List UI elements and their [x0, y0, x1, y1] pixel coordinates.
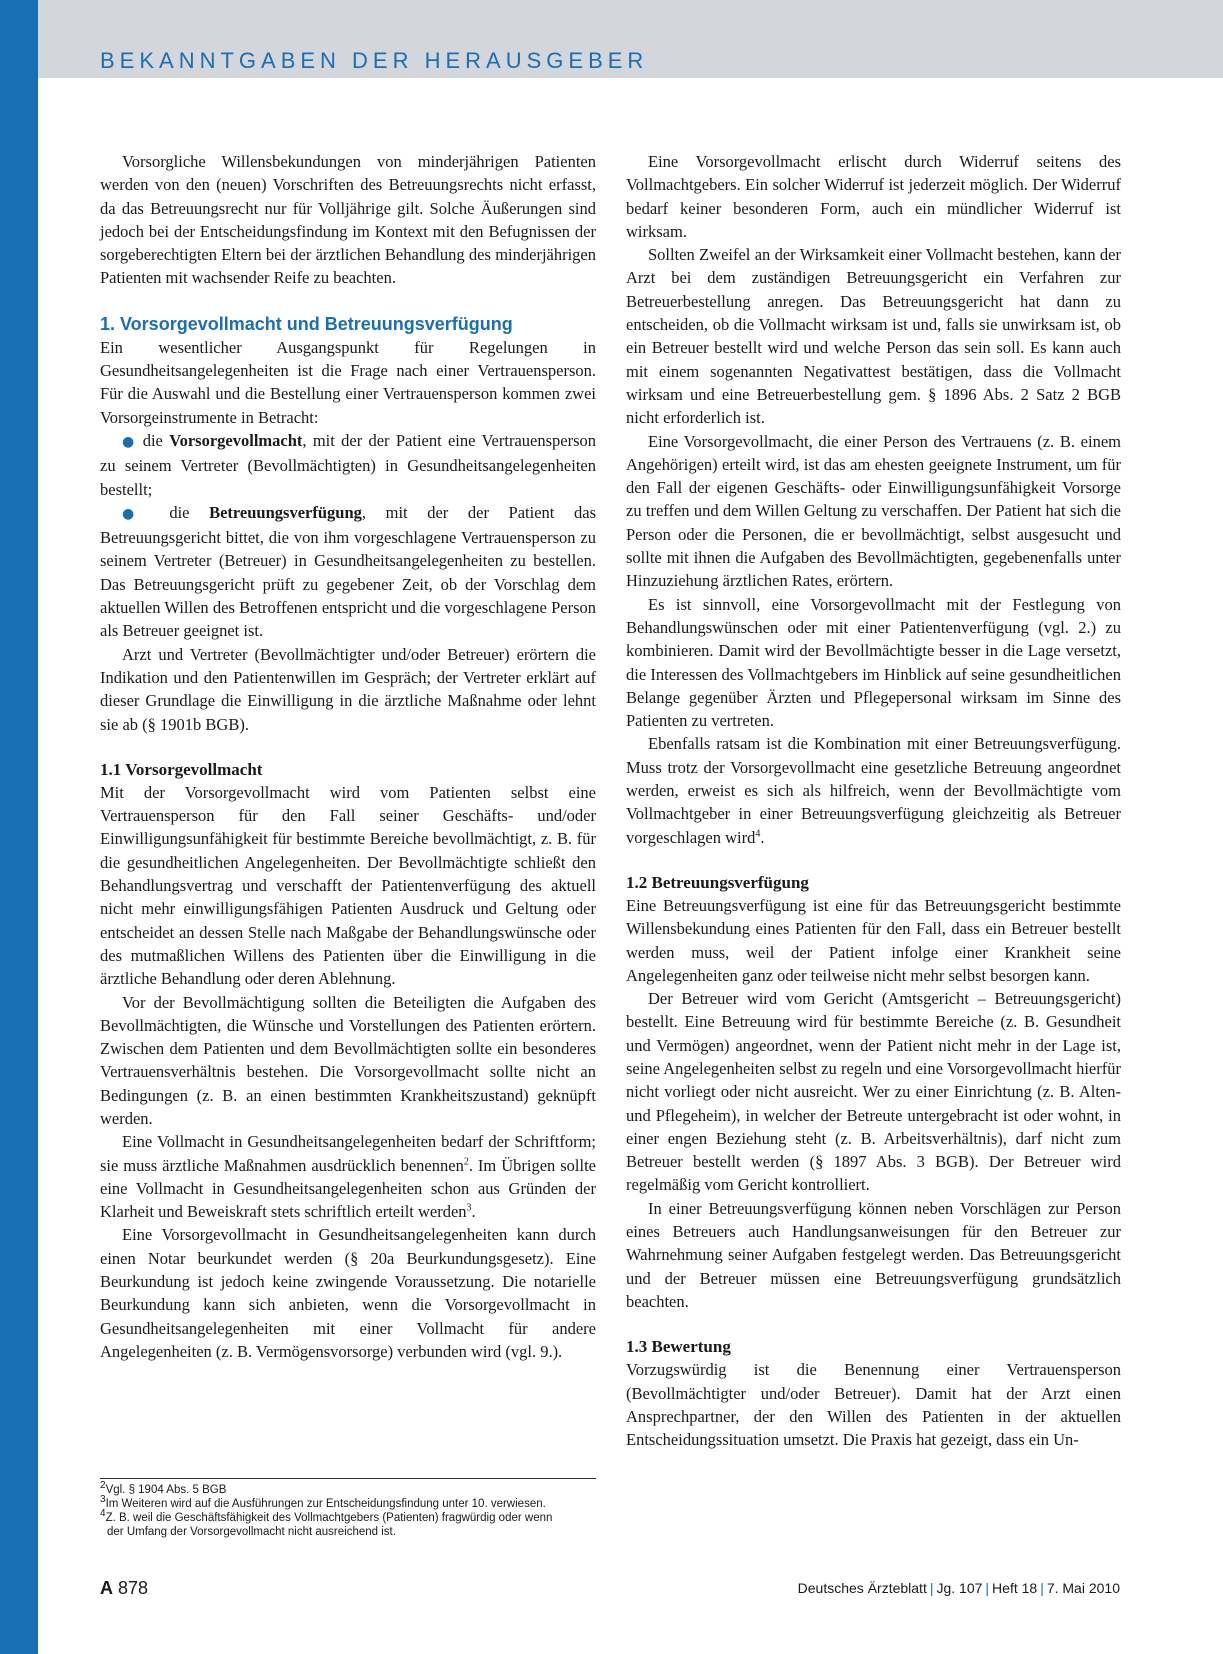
footnote-number: 2 [100, 1480, 106, 1492]
paragraph: Arzt und Vertreter (Bevollmächtigter und/oder Betreuer) erörtern die Indikation und den Patientenwillen im Gespräch; der Vertreter erklärt auf dieser Grundlage die Einwilligung in die ärztliche Maßnahme oder lehnt sie ab (§ 1901b BGB). [100, 644, 596, 734]
sidebar-accent-bar [0, 0, 38, 1654]
paragraph: Vorsorgliche Willensbekundungen von minderjährigen Patienten werden von den (neuen) Vorschriften des Betreuungsrechts nicht erfasst, da das Betreuungsrecht nur für Volljährige gilt. Solche Äußerungen sind jedoch bei der Entscheidungsfindung im Kontext mit den Befugnissen der sorgeberechtigten Eltern bei der ärztlichen Behandlung des minderjährigen Patienten mit wachsender Reife zu beachten. [100, 152, 596, 288]
footnote [100, 1494, 596, 1511]
bullet-icon: ● [122, 505, 150, 522]
paragraph: Eine Vorsorgevollmacht, die einer Person des Vertrauens (z. B. einem Angehörigen) erteilt wird, ist das am ehesten geeignete Instrument, um für den Fall der eigenen Geschäfts- oder Einwilligungsunfähigkeit Vorsorge zu treffen und dem Willen Geltung zu verschaffen. Der Patient hat sich die Person oder die Personen, die er bevollmächtigt, selbst ausgesucht und sollte mit ihnen die Aufgaben des Bevollmächtigten, gegebenenfalls unter Hinzuziehung ärztlichen Rates, erörtern. [626, 431, 1121, 591]
paragraph-text: Eine Vollmacht in Gesundheitsangelegenheiten bedarf der Schriftform; sie muss ärztliche Maßnahmen ausdrücklich benennen [100, 1132, 596, 1175]
paragraph: Der Betreuer wird vom Gericht (Amtsgericht – Betreuungsgericht) bestellt. Eine Betreuung wird für bestimmte Bereiche (z. B. Gesundheit und Vermögen) angeordnet, wenn der Patient nicht mehr in der Lage ist, seine Angelegenheiten selbst zu regeln und eine Vorsorgevollmacht hierfür nicht vorliegt oder nicht ausreicht. Wer zu einer Einrichtung (z. B. Alten- und Pflegeheim), in welcher der Betreute untergebracht ist oder wohnt, in einer engen Beziehung steht (z. B. Arbeitsverhältnis), darf nicht zum Betreuer bestellt werden (§ 1897 Abs. 3 BGB). Der Betreuer wird regelmäßig vom Gericht kontrolliert. [626, 989, 1121, 1195]
paragraph: Vor der Bevollmächtigung sollten die Beteiligten die Aufgaben des Bevollmächtigten, die Wünsche und Vorstellungen des Patienten erörtern. Zwischen dem Patienten und dem Bevollmächtigten sollte ein besonderes Vertrauensverhältnis bestehen. Die Vorsorgevollmacht sollte nicht an Bedingungen (z. B. an einen bestimmten Krankheitszustand) geknüpft werden. [100, 992, 596, 1128]
footnote-text: Im Weiteren wird auf die Ausführungen zur Entscheidungsfindung unter 10. verwiesen. [105, 1498, 546, 1510]
paragraph: Vorzugswürdig ist die Benennung einer Vertrauensperson (Bevollmächtigter und/oder Betreuer). Damit hat der Arzt einen Ansprechpartner, der den Willen des Patienten in der aktuellen Entscheidungssituation umsetzt. Die Praxis hat gezeigt, dass ein Un- [626, 1360, 1121, 1450]
bullet-icon: ● [122, 433, 137, 450]
paragraph: Eine Vorsorgevollmacht in Gesundheitsangelegenheiten kann durch einen Notar beurkundet werden (§ 20a Beurkundungsgesetz). Eine Beurkundung ist jedoch keine zwingende Voraussetzung. Die notarielle Beurkundung kann sich anbieten, wenn die Vorsorgevollmacht in Gesundheitsangelegenheiten mit einer Vollmacht für andere Angelegenheiten (z. B. Vermögensvorsorge) verbunden wird (vgl. 9.). [100, 1225, 596, 1361]
bullet-text: die [169, 502, 210, 522]
paragraph [100, 1130, 596, 1223]
paragraph-text: . [471, 1202, 476, 1222]
footnote-continuation: der Umfang der Vorsorgevollmacht nicht ausreichend ist. [107, 1526, 396, 1538]
page-prefix: A [100, 1578, 113, 1598]
footnote [100, 1480, 596, 1497]
paragraph: Eine Vorsorgevollmacht erlischt durch Widerruf seitens des Vollmachtgebers. Ein solcher Widerruf ist jederzeit möglich. Der Widerruf bedarf keiner besonderen Form, auch ein mündlicher Widerruf ist wirksam. [626, 152, 1121, 241]
bullet-text: , mit der der Patient eine Vertrauensperson zu seinem Vertreter (Bevollmächtigten) in Gesundheitsangelegenheiten bestellt; [100, 430, 597, 499]
footnote-number: 4 [100, 1508, 106, 1520]
bullet-text: die [142, 430, 170, 450]
paragraph: Ein wesentlicher Ausgangspunkt für Regelungen in Gesundheitsangelegenheiten ist die Frage nach einer Vertrauensperson. Für die Auswahl und die Bestellung einer Vertrauensperson kommen zwei Vorsorgeinstrumente in Betracht: [100, 337, 596, 427]
journal-issue: Heft 18 [992, 1580, 1038, 1596]
footnote-ref: 3 [466, 1202, 472, 1214]
paragraph: Mit der Vorsorgevollmacht wird vom Patienten selbst eine Vertrauensperson für den Fall seiner Geschäfts- und/oder Einwilligungsunfähigkeit für bestimmte Bereiche bevollmächtigt, z. B. für die gesundheitlichen Angelegenheiten. Der Bevollmächtigte schließt den Behandlungsvertrag und verschafft der Patientenverfügung des aktuell nicht mehr einwilligungsfähigen Patienten Ausdruck und Geltung oder entscheidet an dessen Stelle nach Maßgabe der Behandlungswünsche oder des mutmaßlichen Willens des Patienten über die Einwilligung in die ärztliche Behandlung oder deren Ablehnung. [100, 782, 596, 989]
subsection-heading: 1.2 Betreuungsverfügung [626, 872, 809, 892]
subsection-heading: 1.1 Vorsorgevollmacht [100, 759, 263, 779]
paragraph-text: . [760, 827, 765, 847]
paragraph: In einer Betreuungsverfügung können neben Vorschlägen zur Person eines Betreuers auch Handlungsanweisungen für den Betreuer zur Wahrnehmung seiner Aufgaben festgelegt werden. Das Betreuungsgericht und der Betreuer müssen eine Betreuungsverfügung grundsätzlich beachten. [626, 1198, 1121, 1311]
footnote-ref: 4 [755, 828, 761, 840]
paragraph-text: Ebenfalls ratsam ist die Kombination mit einer Betreuungsverfügung. Muss trotz der Vorsorgevollmacht eine gesetzliche Betreuung angeordnet werden, erweist es sich als hilfreich, wenn der Bevollmächtigte vom Vollmachtgeber in einer Betreuungsverfügung gleichzeitig als Betreuer vorgeschlagen wird [626, 734, 1121, 847]
footnote-text: Vgl. § 1904 Abs. 5 BGB [105, 1484, 227, 1496]
bullet-term: Betreuungsverfügung [209, 502, 362, 522]
left-column [100, 150, 596, 1363]
paragraph: Es ist sinnvoll, eine Vorsorgevollmacht mit der Festlegung von Behandlungswünschen oder mit einer Patientenverfügung (vgl. 2.) zu kombinieren. Damit wird der Bevollmächtigte besser in die Lage versetzt, die Interessen des Vollmachtgebers im Hinblick auf seine gesundheitlichen Belange gegenüber Ärzten und Pflegepersonal wirksam im Sinne des Patienten zu vertreten. [626, 594, 1121, 731]
bullet-item [100, 501, 596, 643]
journal-volume: Jg. 107 [936, 1580, 983, 1596]
paragraph: Sollten Zweifel an der Wirksamkeit einer Vollmacht bestehen, kann der Arzt bei dem zuständigen Betreuungsgericht ein Verfahren zur Betreuerbestellung anregen. Das Betreuungsgericht hat dann zu entscheiden, ob die Vollmacht wirksam ist und, falls sie unwirksam ist, ob ein Betreuer bestellt wird und welche Person das sein soll. Es kann auch mit einem sogenannten Negativattest bestätigen, dass die Vollmacht wirksam und eine Betreuerbestellung gem. § 1896 Abs. 2 Satz 2 BGB nicht erforderlich ist. [626, 245, 1121, 428]
page-num: 878 [118, 1578, 149, 1598]
bullet-text: , mit der der Patient das Betreuungsgericht bittet, die von ihm vorgeschlagene Vertrauensperson zu seinem Vertreter (Betreuer) in Gesundheitsangelegenheiten zu bestellen. Das Betreuungsgericht prüft zu gegebener Zeit, ob der Vorschlag dem aktuellen Willen des Betroffenen entspricht und die vorgeschlagene Person als Betreuer geeignet ist. [100, 502, 596, 641]
footnote-ref: 2 [463, 1156, 469, 1168]
bullet-item [100, 429, 596, 501]
separator: | [985, 1580, 990, 1596]
journal-name: Deutsches Ärzteblatt [797, 1580, 927, 1596]
paragraph [626, 732, 1121, 848]
right-column [626, 150, 1121, 1451]
journal-date: 7. Mai 2010 [1046, 1580, 1120, 1596]
separator: | [929, 1580, 934, 1596]
subsection-heading: 1.3 Bewertung [626, 1337, 731, 1357]
bullet-term: Vorsorgevollmacht [169, 430, 303, 450]
footnote [100, 1508, 596, 1525]
page-number [100, 1578, 148, 1599]
footnote-number: 3 [100, 1494, 106, 1506]
paragraph-text: . Im Übrigen sollte eine Vollmacht in Gesundheitsangelegenheiten schon aus Gründen der Klarheit und Beweiskraft stets schriftlich erteilt werden [100, 1155, 596, 1222]
footnotes [100, 1478, 596, 1539]
section-heading: 1. Vorsorgevollmacht und Betreuungsverfügung [100, 313, 513, 334]
journal-info [798, 1580, 1120, 1596]
section-header-title: BEKANNTGABEN DER HERAUSGEBER [100, 48, 649, 73]
separator: | [1040, 1580, 1044, 1596]
footnote-text: Z. B. weil die Geschäftsfähigkeit des Vollmachtgebers (Patienten) fragwürdig oder wenn [105, 1512, 553, 1524]
paragraph: Eine Betreuungsverfügung ist eine für das Betreuungsgericht bestimmte Willensbekundung eines Patienten für den Fall, dass ein Betreuer bestellt werden muss, weil der Patient infolge einer Krankheit seine Angelegenheiten ganz oder teilweise nicht mehr selbst besorgen kann. [626, 895, 1121, 985]
